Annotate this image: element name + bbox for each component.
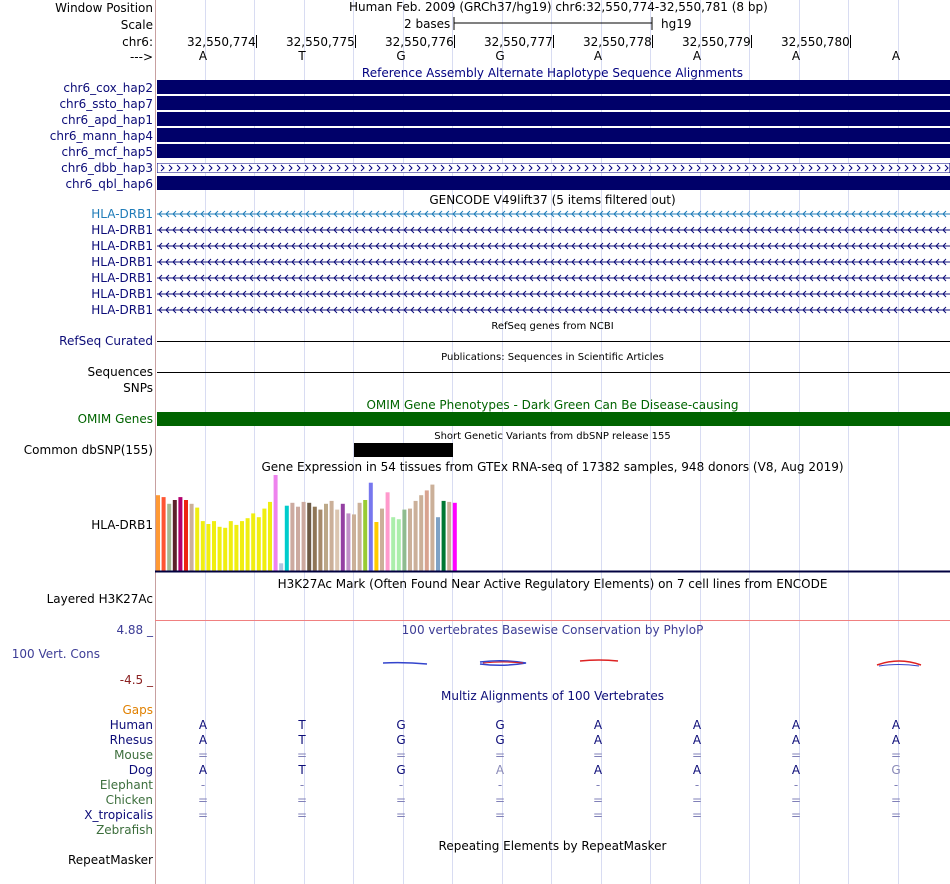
gtex-tissue-bar[interactable]: [195, 508, 199, 571]
aligned-base: =: [296, 748, 308, 762]
gtex-tissue-bar[interactable]: [313, 507, 317, 571]
position-tick: [553, 35, 554, 48]
gtex-tissue-bar[interactable]: [290, 503, 294, 571]
gtex-tissue-bar[interactable]: [352, 514, 356, 571]
omim-feature[interactable]: [157, 412, 950, 426]
aligned-base: G: [396, 718, 406, 732]
aligned-base: -: [893, 778, 899, 792]
gencode-transcript-line[interactable]: [157, 305, 950, 315]
reference-base: T: [298, 49, 306, 63]
phylop-min: -4.5 _: [119, 673, 153, 687]
repeatmasker-title: Repeating Elements by RepeatMasker: [438, 839, 667, 853]
scale-bar: [452, 15, 656, 33]
omim-label[interactable]: OMIM Genes: [77, 412, 153, 426]
aligned-base: =: [395, 748, 407, 762]
alt-hap-feature[interactable]: [157, 96, 950, 110]
aligned-base: =: [494, 748, 506, 762]
dbsnp-title: Short Genetic Variants from dbSNP release 155: [434, 431, 671, 442]
alt-hap-feature[interactable]: [157, 80, 950, 94]
gtex-tissue-bar[interactable]: [156, 495, 160, 571]
gtex-tissue-bar[interactable]: [296, 507, 300, 571]
position-label: 32,550,777: [484, 35, 553, 49]
gencode-transcript-label[interactable]: HLA-DRB1: [91, 255, 153, 269]
aligned-base: =: [890, 793, 902, 807]
alt-hap-title: Reference Assembly Alternate Haplotype Sequence Alignments: [361, 66, 744, 80]
gtex-tissue-bar[interactable]: [419, 495, 423, 571]
aligned-base: =: [691, 793, 703, 807]
gtex-tissue-bar[interactable]: [369, 483, 373, 571]
gtex-tissue-bar[interactable]: [386, 492, 390, 571]
reference-base: A: [593, 49, 603, 63]
publications-title: Publications: Sequences in Scientific Articles: [441, 352, 664, 363]
gtex-tissue-bar[interactable]: [206, 524, 210, 571]
omim-title: OMIM Gene Phenotypes - Dark Green Can Be Disease-causing: [366, 398, 739, 412]
aligned-base: =: [296, 808, 308, 822]
gtex-tissue-bar[interactable]: [346, 513, 350, 571]
window-position-value: Human Feb. 2009 (GRCh37/hg19) chr6:32,550,774-32,550,781 (8 bp): [349, 0, 768, 14]
gtex-tissue-bar[interactable]: [285, 506, 289, 571]
aligned-base: =: [197, 748, 209, 762]
refseq-label[interactable]: RefSeq Curated: [59, 334, 153, 348]
position-tick: [652, 35, 653, 48]
gtex-tissue-bar[interactable]: [324, 504, 328, 571]
h3k27ac-label[interactable]: Layered H3K27Ac: [46, 592, 153, 606]
gtex-tissue-bar[interactable]: [380, 509, 384, 571]
aligned-base: =: [890, 748, 902, 762]
gtex-tissue-bar[interactable]: [442, 501, 446, 571]
aligned-base: A: [692, 733, 702, 747]
position-label: 32,550,778: [583, 35, 652, 49]
gtex-tissue-bar[interactable]: [425, 490, 429, 571]
reference-base: A: [692, 49, 702, 63]
position-label: 32,550,774: [187, 35, 256, 49]
gtex-tissue-bar[interactable]: [234, 525, 238, 571]
gtex-tissue-bar[interactable]: [374, 522, 378, 571]
gtex-tissue-bar[interactable]: [246, 518, 250, 571]
species-label[interactable]: Human: [109, 718, 153, 732]
species-label[interactable]: Zebrafish: [96, 823, 153, 837]
aligned-base: A: [791, 718, 801, 732]
gtex-tissue-bar[interactable]: [436, 517, 440, 571]
aligned-base: =: [592, 808, 604, 822]
aligned-base: =: [592, 748, 604, 762]
gencode-transcript-line[interactable]: [157, 273, 950, 283]
gtex-tissue-bar[interactable]: [274, 475, 278, 571]
aligned-base: A: [593, 718, 603, 732]
aligned-base: -: [497, 778, 503, 792]
snps-label[interactable]: SNPs: [123, 381, 153, 395]
aligned-base: A: [791, 733, 801, 747]
h3k27ac-title: H3K27Ac Mark (Often Found Near Active Regulatory Elements) on 7 cell lines from ENCODE: [277, 577, 828, 591]
aligned-base: -: [694, 778, 700, 792]
dbsnp-feature[interactable]: [354, 443, 453, 457]
gtex-bar-chart: [155, 474, 950, 575]
species-label[interactable]: Chicken: [105, 793, 153, 807]
scale-label: Scale: [120, 18, 153, 32]
gtex-tissue-bar[interactable]: [453, 503, 457, 571]
gencode-transcript-label[interactable]: HLA-DRB1: [91, 239, 153, 253]
gtex-tissue-bar[interactable]: [262, 509, 266, 571]
alt-hap-label[interactable]: chr6_mcf_hap5: [61, 145, 153, 159]
phylop-label[interactable]: 100 Vert. Cons: [11, 647, 100, 661]
aligned-base: -: [595, 778, 601, 792]
position-tick: [454, 35, 455, 48]
alt-hap-label[interactable]: chr6_apd_hap1: [61, 113, 153, 127]
species-label[interactable]: Rhesus: [109, 733, 153, 747]
aligned-base: -: [200, 778, 206, 792]
chrom-label: chr6:: [122, 35, 153, 49]
alt-hap-label[interactable]: chr6_mann_hap4: [49, 129, 153, 143]
gencode-transcript-label[interactable]: HLA-DRB1: [91, 223, 153, 237]
aligned-base: =: [790, 793, 802, 807]
alt-hap-feature[interactable]: [157, 128, 950, 142]
position-tick: [256, 35, 257, 48]
gtex-tissue-bar[interactable]: [363, 500, 367, 571]
gtex-tissue-bar[interactable]: [173, 500, 177, 571]
reference-base: G: [495, 49, 505, 63]
position-tick: [355, 35, 356, 48]
publications-line: [157, 372, 950, 373]
aligned-base: A: [593, 763, 603, 777]
aligned-base: =: [395, 808, 407, 822]
strand-arrow-label: --->: [129, 50, 153, 64]
aligned-base: G: [396, 733, 406, 747]
aligned-base: =: [691, 808, 703, 822]
alt-hap-feature[interactable]: [157, 112, 950, 126]
scale-value: 2 bases: [404, 17, 451, 31]
h3k27ac-baseline: [155, 620, 950, 621]
dbsnp-label[interactable]: Common dbSNP(155): [23, 443, 153, 457]
multiz-title: Multiz Alignments of 100 Vertebrates: [440, 689, 665, 703]
aligned-base: A: [891, 718, 901, 732]
gtex-tissue-bar[interactable]: [229, 521, 233, 571]
aligned-base: -: [398, 778, 404, 792]
gtex-tissue-bar[interactable]: [447, 502, 451, 571]
gtex-tissue-bar[interactable]: [240, 521, 244, 571]
reference-base: A: [198, 49, 208, 63]
gtex-tissue-bar[interactable]: [201, 521, 205, 571]
aligned-base: A: [891, 733, 901, 747]
gtex-tissue-bar[interactable]: [257, 517, 261, 571]
aligned-base: T: [298, 733, 306, 747]
gencode-transcript-line[interactable]: [157, 209, 950, 219]
alt-hap-label[interactable]: chr6_dbb_hap3: [61, 161, 153, 175]
assembly-label: hg19: [661, 17, 692, 31]
aligned-base: =: [494, 808, 506, 822]
repeatmasker-label[interactable]: RepeatMasker: [67, 853, 153, 867]
alt-hap-label[interactable]: chr6_ssto_hap7: [59, 97, 153, 111]
gtex-tissue-bar[interactable]: [223, 528, 227, 571]
position-label: 32,550,776: [385, 35, 454, 49]
gtex-tissue-bar[interactable]: [302, 502, 306, 571]
alt-hap-label[interactable]: chr6_cox_hap2: [63, 81, 153, 95]
aligned-base: =: [890, 808, 902, 822]
phylop-signal: [155, 652, 950, 672]
position-label: 32,550,775: [286, 35, 355, 49]
refseq-line: [157, 341, 950, 342]
aligned-base: =: [790, 808, 802, 822]
gtex-tissue-bar[interactable]: [341, 504, 345, 571]
gtex-tissue-bar[interactable]: [184, 500, 188, 571]
aligned-base: G: [495, 733, 505, 747]
aligned-base: =: [691, 748, 703, 762]
reference-base: G: [396, 49, 406, 63]
aligned-base: A: [692, 718, 702, 732]
aligned-base: A: [198, 763, 208, 777]
aligned-base: A: [495, 763, 505, 777]
aligned-base: T: [298, 718, 306, 732]
aligned-base: G: [495, 718, 505, 732]
phylop-title: 100 vertebrates Basewise Conservation by PhyloP: [401, 623, 704, 637]
gtex-tissue-bar[interactable]: [402, 510, 406, 571]
aligned-base: -: [793, 778, 799, 792]
aligned-base: =: [494, 793, 506, 807]
aligned-base: A: [791, 763, 801, 777]
aligned-base: A: [593, 733, 603, 747]
publications-label[interactable]: Sequences: [87, 365, 153, 379]
gtex-tissue-bar[interactable]: [391, 517, 395, 571]
alt-hap-feature[interactable]: [157, 144, 950, 158]
aligned-base: A: [198, 718, 208, 732]
position-label: 32,550,779: [682, 35, 751, 49]
aligned-base: G: [891, 763, 901, 777]
gencode-transcript-line[interactable]: [157, 225, 950, 235]
gencode-transcript-line[interactable]: [157, 257, 950, 267]
aligned-base: =: [395, 793, 407, 807]
gtex-tissue-bar[interactable]: [218, 527, 222, 571]
gtex-tissue-bar[interactable]: [335, 510, 339, 571]
species-label[interactable]: Mouse: [114, 748, 153, 762]
species-label[interactable]: Dog: [128, 763, 153, 777]
gtex-tissue-bar[interactable]: [330, 501, 334, 571]
gtex-tissue-bar[interactable]: [178, 497, 182, 571]
gtex-tissue-bar[interactable]: [162, 497, 166, 571]
phylop-max: 4.88 _: [116, 623, 153, 637]
aligned-base: =: [197, 793, 209, 807]
position-label: 32,550,780: [781, 35, 850, 49]
refseq-title: RefSeq genes from NCBI: [491, 321, 614, 332]
alt-hap-label[interactable]: chr6_qbl_hap6: [65, 177, 153, 191]
gtex-tissue-bar[interactable]: [190, 504, 194, 571]
gtex-tissue-bar[interactable]: [358, 503, 362, 571]
alt-hap-dotted-feature[interactable]: [157, 163, 950, 173]
position-tick: [850, 35, 851, 48]
gtex-tissue-bar[interactable]: [408, 509, 412, 571]
reference-base: A: [891, 49, 901, 63]
gencode-transcript-label[interactable]: HLA-DRB1: [91, 207, 153, 221]
gtex-tissue-bar[interactable]: [279, 563, 283, 571]
position-tick: [751, 35, 752, 48]
aligned-base: G: [396, 763, 406, 777]
gencode-transcript-line[interactable]: [157, 289, 950, 299]
aligned-base: -: [299, 778, 305, 792]
gtex-label[interactable]: HLA-DRB1: [91, 518, 153, 532]
gtex-tissue-bar[interactable]: [307, 503, 311, 571]
gtex-tissue-bar[interactable]: [212, 521, 216, 571]
gencode-transcript-line[interactable]: [157, 241, 950, 251]
aligned-base: A: [198, 733, 208, 747]
aligned-base: =: [296, 793, 308, 807]
gencode-title: GENCODE V49lift37 (5 items filtered out): [429, 193, 676, 207]
species-label[interactable]: Elephant: [99, 778, 153, 792]
gtex-tissue-bar[interactable]: [397, 519, 401, 571]
gtex-title: Gene Expression in 54 tissues from GTEx RNA-seq of 17382 samples, 948 donors (V8, Aug 2019): [261, 460, 844, 474]
aligned-base: T: [298, 763, 306, 777]
alt-hap-feature[interactable]: [157, 176, 950, 190]
reference-base: A: [791, 49, 801, 63]
gtex-tissue-bar[interactable]: [414, 501, 418, 571]
gaps-label: Gaps: [122, 703, 153, 717]
gtex-tissue-bar[interactable]: [167, 504, 171, 571]
window-position-label: Window Position: [55, 1, 153, 15]
aligned-base: =: [592, 793, 604, 807]
gtex-tissue-bar[interactable]: [251, 513, 255, 571]
gencode-transcript-label[interactable]: HLA-DRB1: [91, 303, 153, 317]
gtex-tissue-bar[interactable]: [430, 485, 434, 571]
aligned-base: A: [692, 763, 702, 777]
gencode-transcript-label[interactable]: HLA-DRB1: [91, 271, 153, 285]
aligned-base: =: [790, 748, 802, 762]
gtex-tissue-bar[interactable]: [268, 502, 272, 571]
gtex-tissue-bar[interactable]: [318, 510, 322, 571]
gencode-transcript-label[interactable]: HLA-DRB1: [91, 287, 153, 301]
aligned-base: =: [197, 808, 209, 822]
species-label[interactable]: X_tropicalis: [84, 808, 153, 822]
